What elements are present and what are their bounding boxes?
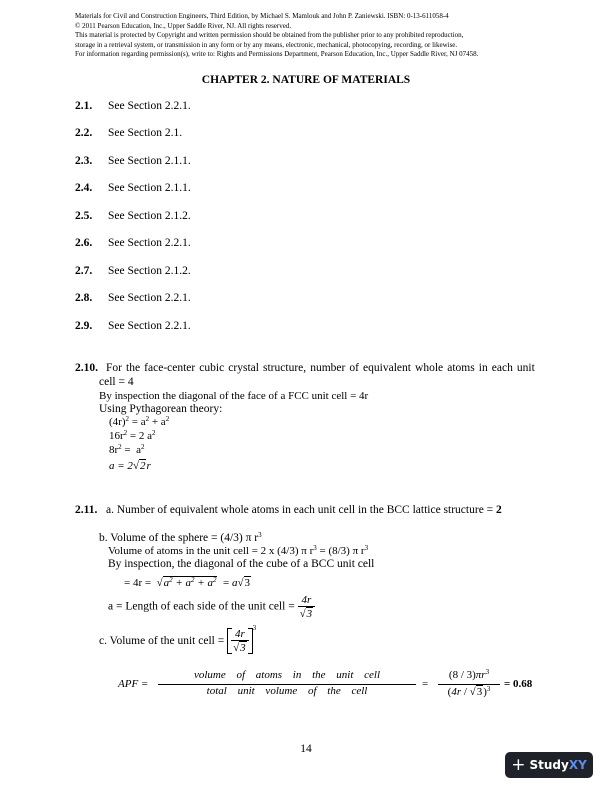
answer-text: See Section 2.1.2. (108, 210, 191, 222)
apf-value: 0.68 (513, 678, 533, 690)
apf-denominator: total unit volume of the cell (158, 684, 416, 697)
part-a-value: 2 (496, 504, 502, 516)
apf-word-fraction (158, 669, 416, 697)
answer-number: 2.6. (75, 237, 93, 249)
apf-numerator: volume of atoms in the unit cell (193, 669, 381, 681)
answer-number: 2.5. (75, 210, 93, 222)
answer-number: 2.3. (75, 155, 93, 167)
header-line-1: Materials for Civil and Construction Engineers, Third Edition, by Michael S. Mamlouk and John P. Zaniewski. ISBN: 0-13-611058-4 (75, 12, 449, 20)
answer-number: 2.8. (75, 292, 93, 304)
part-b-line-3: By inspection, the diagonal of the cube of a BCC unit cell (108, 558, 375, 570)
answer-text: See Section 2.2.1. (108, 320, 191, 332)
part-b-line-2: Volume of atoms in the unit cell = 2 x (4/3) π $r^3 = (8/3)$ π $r^3$ (108, 544, 369, 557)
apf-label: APF = (118, 678, 149, 690)
part-b-line-4: = $4r = √a^2 + a^2 + a^2 = a√3$ (124, 576, 250, 589)
header-line-4: storage in a retrieval system, or transmission in any form or by any means, electronic, mechanical, photocopying, recording, or likewise. (75, 40, 458, 49)
apf-label-text: APF (118, 678, 139, 690)
header-line-2: © 2011 Pearson Education, Inc., Upper Saddle River, NJ. All rights reserved. (75, 21, 292, 30)
studyxy-badge[interactable] (505, 752, 593, 778)
problem-2-11-part-a (106, 504, 502, 516)
answer-text: See Section 2.1. (108, 127, 183, 139)
apf-result: = 0.68 (504, 678, 533, 690)
fcc-equation-3: $8r^2 = a^2$ (109, 443, 145, 456)
fcc-equation-1: $(4r)^2 = a^2 + a^2$ (109, 415, 170, 428)
apf-equals: = (422, 678, 429, 690)
apf-fraction-denominator: (4r / √3)$^3$ (438, 684, 500, 698)
apf-symbol-fraction (438, 669, 500, 698)
answer-text: See Section 2.2.1. (108, 100, 191, 112)
answer-number: 2.2. (75, 127, 93, 139)
copyright-header (75, 12, 478, 60)
problem-2-10-line-3: By inspection the diagonal of the face of a FCC unit cell = 4r (99, 390, 369, 402)
problem-2-10-number: 2.10. (75, 362, 98, 374)
problem-2-10-line-2: cell = 4 (99, 376, 134, 388)
answer-text: See Section 2.2.1. (108, 237, 191, 249)
fcc-equation-2: $16r^2 = 2$ $a^2$ (109, 429, 156, 442)
plus-icon: + (511, 754, 526, 775)
part-c-line: c. Volume of the unit cell = $\frac{4r}{√3}$ $^3$ (99, 624, 257, 655)
answer-number: 2.4. (75, 182, 93, 194)
brand-logo: StudyXY (529, 758, 587, 772)
problem-2-10-line-1: For the face-center cubic crystal structure, number of equivalent whole atoms in each unit (106, 362, 535, 374)
apf-fraction-numerator: $(8 / 3)\pi r^3$ (448, 668, 490, 681)
page-number: 14 (300, 743, 312, 755)
part-a-text: a. Number of equivalent whole atoms in each unit cell in the BCC lattice structure = (106, 504, 497, 516)
answer-text: See Section 2.2.1. (108, 292, 191, 304)
header-line-3: This material is protected by Copyright and written permission should be obtained from the publisher prior to any prohibited reproduction, (75, 31, 464, 40)
answer-number: 2.9. (75, 320, 93, 332)
answer-text: See Section 2.1.1. (108, 155, 191, 167)
answer-text: See Section 2.1.1. (108, 182, 191, 194)
part-b-line-5: a = Length of each side of the unit cell = $\frac{4r}{√3}$ (108, 594, 315, 620)
answer-text: See Section 2.1.2. (108, 265, 191, 277)
answer-number: 2.7. (75, 265, 93, 277)
answer-number: 2.1. (75, 100, 93, 112)
chapter-title: CHAPTER 2. NATURE OF MATERIALS (201, 74, 411, 86)
fcc-equation-4: a = 2√2r (109, 460, 151, 472)
part-b-line-1: b. Volume of the sphere = (4/3) π $r^3$ (99, 531, 262, 544)
problem-2-11-number: 2.11. (75, 504, 98, 516)
problem-2-10-line-4: Using Pythagorean theory: (99, 403, 223, 415)
header-line-5: For information regarding permission(s), write to: Rights and Permissions Department, Pearson Education, Inc., Upper Saddle River, NJ 07458. (75, 50, 479, 59)
